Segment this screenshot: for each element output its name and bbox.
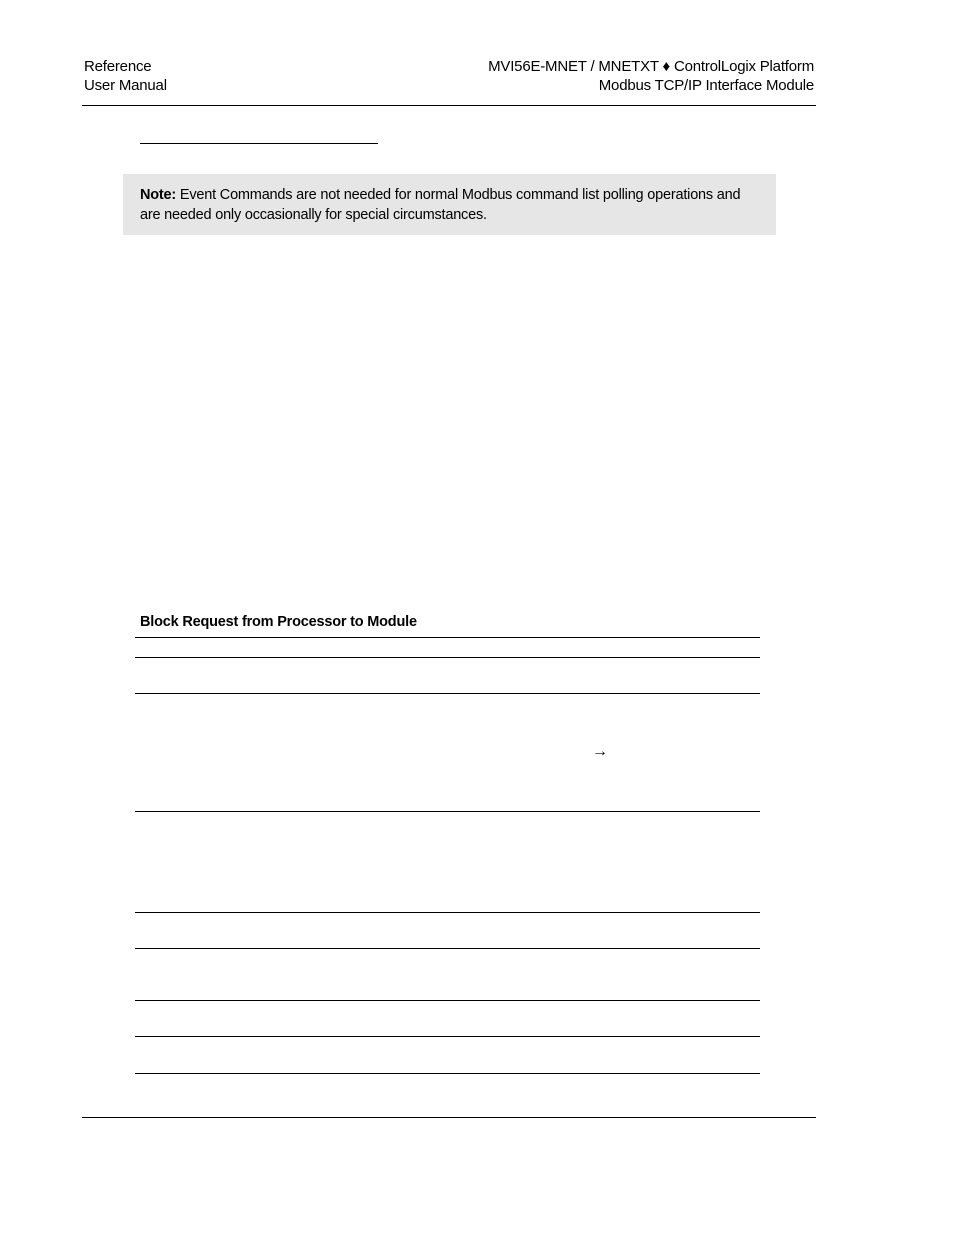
table-rule-row — [135, 912, 760, 913]
table-rule-row — [135, 1000, 760, 1001]
table-rule-header — [135, 657, 760, 658]
note-text: Event Commands are not needed for normal Modbus command list polling operations and are needed only occasionally for special circumstances. — [140, 187, 741, 223]
header-document-type: User Manual — [84, 77, 167, 94]
table-rule-top — [135, 637, 760, 638]
header-right — [488, 57, 814, 95]
header-section-title: Reference — [84, 58, 152, 75]
table-title: Block Request from Processor to Module — [140, 614, 417, 630]
table-rule-row — [135, 693, 760, 694]
header-product-name: MVI56E-MNET / MNETXT ♦ ControlLogix Platform — [488, 58, 814, 75]
table-rule-row — [135, 1036, 760, 1037]
header-rule — [82, 105, 816, 106]
table-rule-row — [135, 811, 760, 812]
note-box — [123, 174, 776, 235]
table-rule-row — [135, 948, 760, 949]
header-left — [84, 57, 167, 95]
note-label: Note: — [140, 187, 177, 203]
table-rule-bottom — [135, 1073, 760, 1074]
section-rule — [140, 143, 378, 144]
footer-rule — [82, 1117, 816, 1118]
arrow-glyph: → — [592, 743, 608, 760]
header-module-name: Modbus TCP/IP Interface Module — [598, 77, 814, 94]
